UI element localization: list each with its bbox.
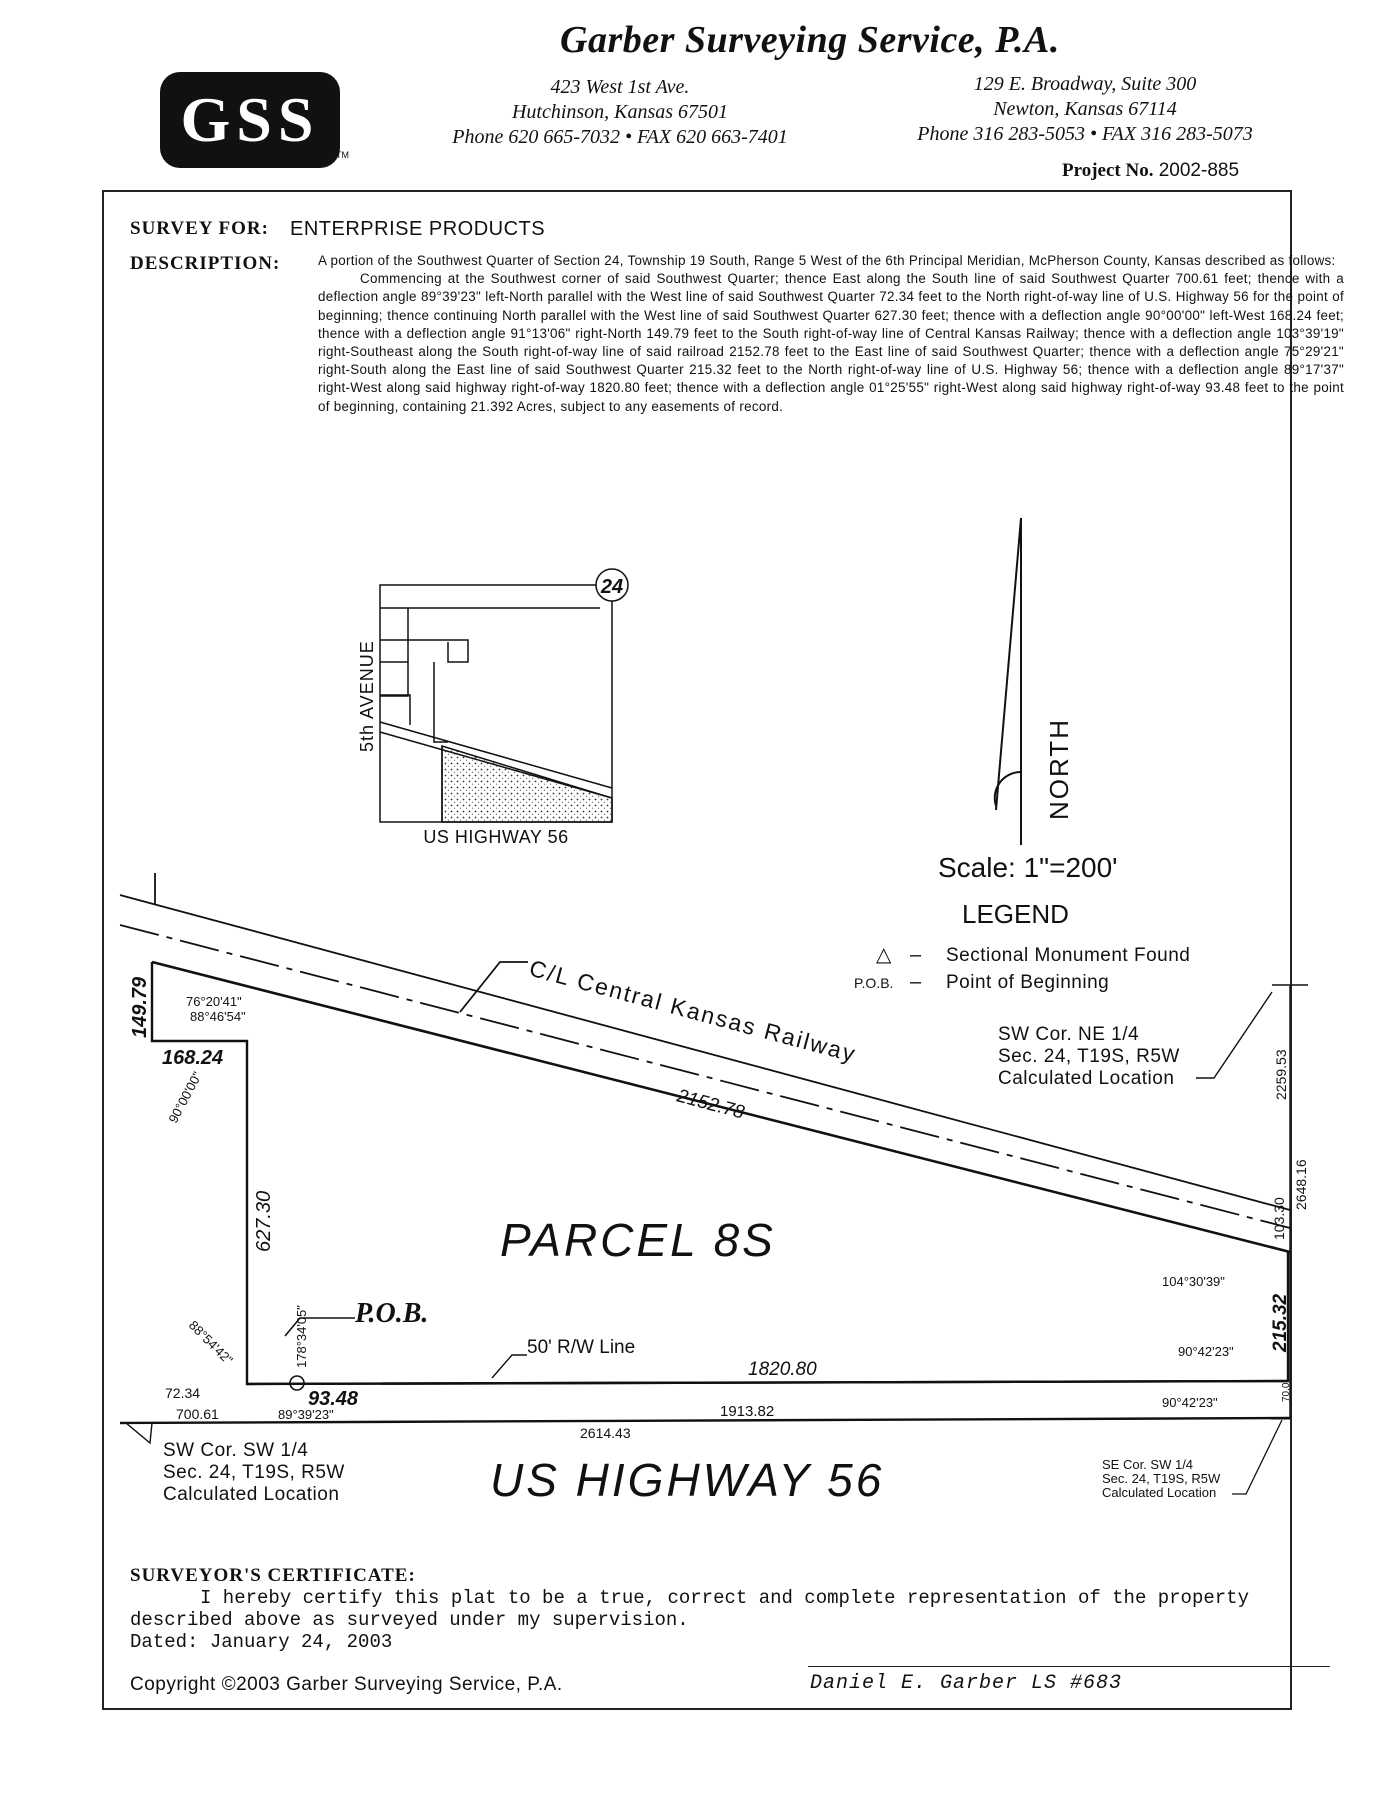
corner-note-line: Calculated Location [1102, 1485, 1217, 1500]
triangle-icon: △ [876, 944, 892, 966]
corner-note-ne [998, 992, 1272, 1089]
angle-76-20-41: 76°20'41" [186, 994, 242, 1009]
angle-90-42-23-lower: 90°42'23" [1162, 1395, 1218, 1410]
corner-note-line: SE Cor. SW 1/4 [1102, 1457, 1194, 1472]
parcel-label: PARCEL 8S [500, 1214, 776, 1266]
dim-103-30: 103.30 [1271, 1197, 1287, 1240]
dim-2259-53: 2259.53 [1273, 1049, 1289, 1100]
office-newton-city: Newton, Kansas 67114 [993, 98, 1177, 120]
corner-note-line: Sec. 24, T19S, R5W [163, 1462, 345, 1483]
dim-149-79: 149.79 [129, 976, 151, 1038]
scale-text: Scale: 1"=200' [938, 852, 1118, 883]
highway-north-row-line [247, 1381, 1288, 1384]
angle-104-30-39: 104°30'39" [1162, 1274, 1225, 1289]
office-hutchinson-city: Hutchinson, Kansas 67501 [511, 101, 729, 123]
legend-title: LEGEND [962, 899, 1069, 929]
sw-corner-leader [126, 1423, 152, 1443]
north-arrow-icon [995, 518, 1021, 845]
project-label: Project No. [1062, 160, 1154, 181]
office-newton-phone: Phone 316 283-5053 • FAX 316 283-5073 [917, 123, 1253, 145]
angle-89-39-23: 89°39'23" [278, 1407, 334, 1422]
corner-note-line: Calculated Location [998, 1068, 1175, 1089]
dim-627-30: 627.30 [253, 1190, 275, 1252]
surveyor-signature: Daniel E. Garber LS #683 [810, 1672, 1123, 1695]
vicinity-map [380, 569, 628, 822]
signature-line [808, 1666, 1330, 1667]
dim-1913-82: 1913.82 [720, 1403, 775, 1420]
legend-item-pob [854, 971, 1109, 993]
dim-168-24: 168.24 [162, 1047, 224, 1069]
surveyor-certificate [130, 1565, 1330, 1653]
company-name: Garber Surveying Service, P.A. [560, 19, 1060, 61]
vicinity-road-highway: US HIGHWAY 56 [423, 827, 569, 847]
vicinity-parcel-line [380, 608, 408, 662]
dim-72-34: 72.34 [165, 1385, 201, 1401]
dim-2152-78: 2152.78 [674, 1085, 747, 1124]
dim-70-0: 70.0 [1281, 1382, 1292, 1402]
certificate-dated: Dated: January 24, 2003 [130, 1631, 393, 1653]
description-body: Commencing at the Southwest corner of said Southwest Quarter; thence East along the South line of said Southwest Quarter 700.61 feet; thence with a deflection angle 89°39'23" left-North parallel with the West line of said Southwest Quarter 72.34 feet to the North right-of-way line of U.S. Highway 56 for the point of beginning; thence continuing North parallel with the West line of said Southwest Quarter 627.30 feet; thence with a deflection angle 90°00'00" left-West 168.24 feet; thence with a deflection angle 91°13'06" right-North 149.79 feet to the South right-of-way line of Central Kansas Railway; thence with a deflection angle 103°39'19" right-Southeast along the South right-of-way line of said railroad 2152.78 feet to the East line of said Southwest Quarter; thence with a deflection angle 75°29'21" right-South along the East line of said Southwest Quarter 215.32 feet to the North right-of-way line of U.S. Highway 56; thence with a deflection angle 89°17'37" right-West along said highway right-of-way 1820.80 feet; thence with a deflection angle 01°25'55" right-West along said highway right-of-way 93.48 feet to the point of beginning, containing 21.392 Acres, subject to any easements of record. [318, 271, 1344, 414]
dim-2648-16: 2648.16 [1293, 1159, 1309, 1210]
certificate-line-2: described above as surveyed under my supervision. [130, 1609, 689, 1631]
corner-note-line: Calculated Location [163, 1484, 340, 1505]
rw-leader [492, 1355, 527, 1378]
railway-label: C/L Central Kansas Railway [526, 954, 860, 1068]
legend-dash: – [910, 944, 922, 966]
description-label: DESCRIPTION: [130, 253, 281, 274]
copyright-notice: Copyright ©2003 Garber Surveying Service, P.A. [130, 1674, 563, 1695]
vicinity-road-5th-avenue: 5th AVENUE [357, 640, 377, 752]
angle-90-00-00: 90°00'00" [165, 1069, 205, 1126]
pob-label: P.O.B. [355, 1298, 429, 1329]
dim-700-61: 700.61 [176, 1406, 219, 1422]
corner-note-line: Sec. 24, T19S, R5W [998, 1046, 1180, 1067]
project-value: 2002-885 [1158, 160, 1240, 181]
dim-93-48: 93.48 [308, 1388, 359, 1410]
dim-1820-80: 1820.80 [748, 1359, 817, 1380]
certificate-title: SURVEYOR'S CERTIFICATE: [130, 1565, 416, 1586]
vicinity-parcel-line [380, 662, 408, 696]
corner-note-line: SW Cor. NE 1/4 [998, 1024, 1140, 1045]
highway-label: US HIGHWAY 56 [490, 1454, 885, 1506]
angle-90-42-23-upper: 90°42'23" [1178, 1344, 1234, 1359]
dim-215-32: 215.32 [1270, 1293, 1291, 1352]
certificate-line-1: I hereby certify this plat to be a true, correct and complete representation of the property [200, 1587, 1249, 1609]
office-newton-address: 129 E. Broadway, Suite 300 [973, 73, 1197, 95]
legend-dash: – [910, 971, 922, 993]
survey-for-value: ENTERPRISE PRODUCTS [290, 218, 546, 240]
description-intro: A portion of the Southwest Quarter of Section 24, Township 19 South, Range 5 West of the 6th Principal Meridian, McPherson County, Kansas described as follows: [318, 253, 1336, 268]
corner-note-sw [163, 1440, 345, 1505]
office-hutchinson-address: 423 West 1st Ave. [550, 76, 690, 98]
angle-88-54-42: 88°54'42" [185, 1317, 236, 1368]
trademark-mark: TM [336, 150, 349, 160]
vicinity-parcel-line [380, 640, 468, 662]
corner-note-line: Sec. 24, T19S, R5W [1102, 1471, 1221, 1486]
vicinity-subject-parcel [442, 746, 612, 822]
north-label: NORTH [1044, 718, 1074, 820]
corner-note-se [1102, 1420, 1282, 1500]
office-hutchinson-phone: Phone 620 665-7032 • FAX 620 663-7401 [452, 126, 788, 148]
angle-178-34-05: 178°34'05" [294, 1305, 309, 1368]
angle-88-46-54: 88°46'54" [190, 1009, 246, 1024]
pob-symbol: P.O.B. [854, 975, 894, 991]
legend-text: Point of Beginning [946, 972, 1110, 993]
survey-for-label: SURVEY FOR: [130, 218, 269, 239]
rw-line-label: 50' R/W Line [527, 1337, 636, 1358]
dim-2614-43: 2614.43 [580, 1425, 631, 1441]
gss-logo: GSS [160, 72, 340, 168]
legend-item-monument [876, 944, 1190, 966]
vicinity-parcel-line [380, 695, 410, 725]
vicinity-parcel-line [434, 662, 448, 742]
corner-note-line: SW Cor. SW 1/4 [163, 1440, 309, 1461]
railway-leader [460, 962, 528, 1012]
legend-text: Sectional Monument Found [946, 945, 1191, 966]
section-number: 24 [600, 576, 624, 598]
